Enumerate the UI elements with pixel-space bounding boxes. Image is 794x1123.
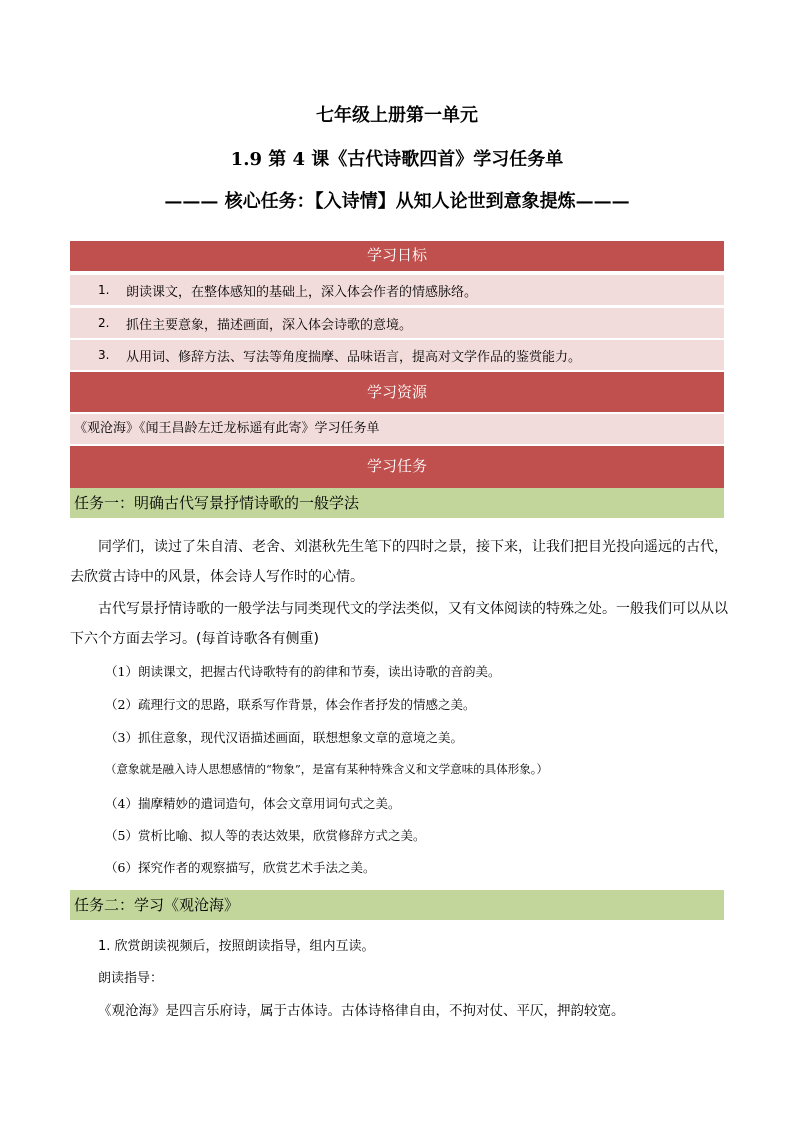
task1-title: 任务一：明确古代写景抒情诗歌的一般学法: [70, 488, 724, 518]
study-method-1: （1）朗读课文，把握古代诗歌特有的韵律和节奏，读出诗歌的音韵美。: [105, 664, 501, 679]
resources-text: 《观沧海》《闻王昌龄左迁龙标遥有此寄》学习任务单: [70, 413, 724, 444]
task1-paragraph-1: 同学们，读过了朱自清、老舍、刘湛秋先生笔下的四时之景，接下来，让我们把目光投向遥远的古代，去欣赏古诗中的风景，体会诗人写作时的心情。: [70, 539, 728, 585]
study-method-2: （2）疏理行文的思路，联系写作背景，体会作者抒发的情感之美。: [105, 697, 476, 712]
imagery-note: （意象就是融入诗人思想感情的“物象”，是富有某种特殊含义和文学意味的具体形象。）: [105, 762, 549, 776]
reading-guide-label: 朗读指导：: [98, 971, 164, 986]
doc-title-lesson: 1.9 第 4 课《古代诗歌四首》学习任务单: [230, 149, 564, 170]
reading-guide-text: 《观沧海》是四言乐府诗，属于古体诗。古体诗格律自由，不拘对仗、平仄，押韵较宽。: [98, 1003, 625, 1019]
objective-item-3: [70, 339, 724, 370]
objective-text: 从用词、修辞方法、写法等角度揣摩、品味语言，提高对文学作品的鉴赏能力。: [126, 349, 582, 365]
objective-number: 1.: [98, 283, 110, 297]
task1-paragraph-2: 古代写景抒情诗歌的一般学法与同类现代文的学法类似，又有文体阅读的特殊之处。一般我们可以从以下六个方面去学习。(每首诗歌各有侧重): [70, 601, 728, 647]
study-method-5: （5）赏析比喻、拟人等的表达效果，欣赏修辞方式之美。: [105, 828, 426, 843]
study-method-3: （3）抓住意象，现代汉语描述画面，联想想象文章的意境之美。: [105, 730, 463, 745]
objective-number: 3.: [98, 348, 110, 362]
task2-step-1: 1. 欣赏朗读视频后，按照朗读指导，组内互读。: [98, 939, 375, 954]
objectives-heading: 学习日标: [70, 241, 724, 271]
objective-text: 抓住主要意象，描述画面，深入体会诗歌的意境。: [126, 317, 413, 333]
study-method-4: （4）揣摩精妙的遣词造句，体会文章用词句式之美。: [105, 796, 401, 811]
objective-number: 2.: [98, 316, 110, 330]
objective-text: 朗读课文，在整体感知的基础上，深入体会作者的情感脉络。: [126, 284, 478, 300]
resources-heading: 学习资源: [70, 372, 724, 412]
objective-item-1: [70, 274, 724, 305]
doc-title-core-task: ——— 核心任务：【入诗情】从知人论世到意象提炼———: [164, 191, 630, 212]
tasks-heading: 学习任务: [70, 446, 724, 488]
study-method-6: （6）探究作者的观察描写，欣赏艺术手法之美。: [105, 860, 376, 875]
doc-title-unit: 七年级上册第一单元: [316, 105, 478, 126]
objective-item-2: [70, 307, 724, 338]
task2-title: 任务二：学习《观沧海》: [70, 890, 724, 920]
